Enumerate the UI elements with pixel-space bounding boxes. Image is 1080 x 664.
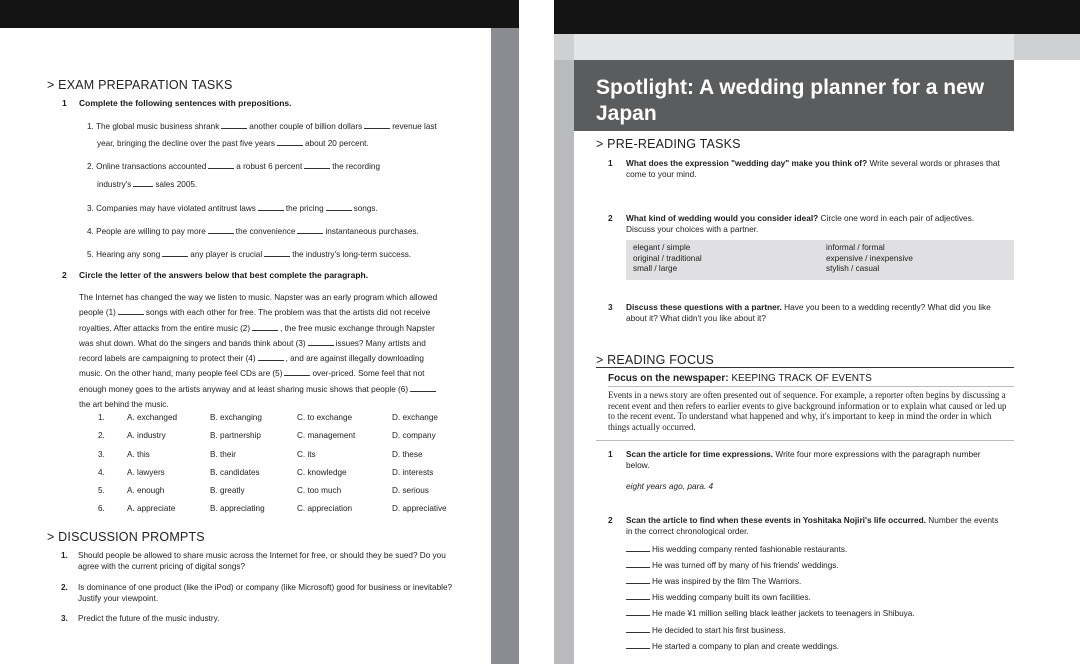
spotlight-title-box <box>574 60 1014 131</box>
page-edge-right <box>554 34 574 664</box>
q1-number: 1 <box>62 98 67 108</box>
discussion-item-2: 2. Is dominance of one product (like the iPod) or company (like Microsoft) good for business or inevitable? Justify your viewpoint. <box>61 583 453 603</box>
discussion-heading: > DISCUSSION PROMPTS <box>47 530 205 544</box>
adjective-pairs-box: elegant / simple original / traditional small / large informal / formal expensive / inexpensive stylish / casual <box>626 240 1014 280</box>
focus-paragraph: Events in a news story are often presented out of sequence. For example, a reporter often begins by discussing a recent event and then refers to earlier events to give background information or to explain what caused or led up to the recent event. To understand what happened and why, it's important to keep in mind the order in which things actually occurred. <box>608 390 1007 432</box>
options-row: 3. A. this B. their C. its D. these <box>98 449 423 459</box>
sentence-2-cont: industry's sales 2005. <box>97 180 198 189</box>
options-row: 4. A. lawyers B. candidates C. knowledge D. interests <box>98 467 434 477</box>
page-title: Spotlight: A wedding planner for a new Japan <box>596 76 985 125</box>
focus-title: Focus on the newspaper: KEEPING TRACK OF EVENTS <box>608 373 872 384</box>
prereading-q3: 3 Discuss these questions with a partner. Have you been to a wedding recently? What did you like about it? What didn't you like about it? <box>608 302 991 323</box>
top-bar-left <box>0 0 519 28</box>
q2-instruction: Circle the letter of the answers below that best complete the paragraph. <box>79 270 369 280</box>
event-item: He was inspired by the film The Warriors. <box>626 577 801 586</box>
exam-heading: > EXAM PREPARATION TASKS <box>47 78 233 92</box>
sentence-2: 2. Online transactions accounted a robust 6 percent the recording <box>87 162 381 171</box>
prereading-q2: 2 What kind of wedding would you consider ideal? Circle one word in each pair of adjectives. Discuss your choices with a partner. <box>608 213 975 234</box>
event-item: He made ¥1 million selling black leather jackets to teenagers in Shibuya. <box>626 609 915 618</box>
prereading-q1: 1 What does the expression "wedding day" make you think of? Write several words or phrases that come to your mind. <box>608 158 1000 179</box>
event-item: His wedding company built its own facilities. <box>626 593 811 602</box>
sentence-3: 3. Companies may have violated antitrust laws the pricing songs. <box>87 204 378 213</box>
top-bar-right <box>554 0 1080 34</box>
divider <box>608 386 1014 387</box>
event-item: He decided to start his first business. <box>626 626 786 635</box>
options-row: 6. A. appreciate B. appreciating C. appreciation D. appreciative <box>98 504 447 514</box>
page-edge-left <box>491 28 519 664</box>
options-row: 5. A. enough B. greatly C. too much D. serious <box>98 486 429 496</box>
divider <box>596 367 1014 368</box>
answer-options-table <box>98 413 462 523</box>
divider <box>596 440 1014 441</box>
reading-q2: 2 Scan the article to find when these events in Yoshitaka Nojiri's life occurred. Number the events in the correct chronological order. <box>608 515 999 536</box>
reading-focus-heading: > READING FOCUS <box>596 353 714 367</box>
sentence-4: 4. People are willing to pay more the convenience instantaneous purchases. <box>87 227 419 236</box>
discussion-item-1: 1. Should people be allowed to share music across the Internet for free, or should they be sued? Do you agree with the current pricing of digital songs? <box>61 551 446 571</box>
left-page <box>0 28 491 664</box>
sentence-1-cont: year, bringing the decline over the past five years about 20 percent. <box>97 139 369 148</box>
example-answer: eight years ago, para. 4 <box>626 481 714 491</box>
discussion-item-3: 3. Predict the future of the music industry. <box>61 614 220 623</box>
sentence-1: 1. The global music business shrank another couple of billion dollars revenue last <box>87 122 437 131</box>
q2-number: 2 <box>62 270 67 280</box>
prereading-heading: > PRE-READING TASKS <box>596 137 741 151</box>
right-page <box>574 60 1080 664</box>
reading-q1: 1 Scan the article for time expressions. Write four more expressions with the paragraph number below. <box>608 449 981 470</box>
page-gutter <box>519 0 554 664</box>
options-row: 1. A. exchanged B. exchanging C. to exchange D. exchange <box>98 413 438 422</box>
event-item: He started a company to plan and create weddings. <box>626 642 839 651</box>
event-item: His wedding company rented fashionable restaurants. <box>626 545 847 554</box>
event-item: He was turned off by many of his friends' weddings. <box>626 561 839 570</box>
page-header-band <box>554 34 1080 60</box>
cloze-paragraph: The Internet has changed the way we listen to music. Napster was an early program which allowed people (1) songs with each other for free. The problem was that the artists did not receive royalties. After attacks from the entire music (2) , the free music exchange through Napster was shut down. What do the singers and bands think about (3) issues? Many artists and record labels are campaigning to protect their (4) , and are against illegally downloading music. On the other hand, many people feel CDs are (5) over-priced. Some feel that not enough money goes to the artists anyway and at least sharing music shows that people (6) the art behind the music. <box>79 293 438 410</box>
options-row: 2. A. industry B. partnership C. management D. company <box>98 431 436 441</box>
q1-instruction: Complete the following sentences with prepositions. <box>79 98 292 108</box>
sentence-5: 5. Hearing any song any player is crucial the industry's long-term success. <box>87 250 412 259</box>
